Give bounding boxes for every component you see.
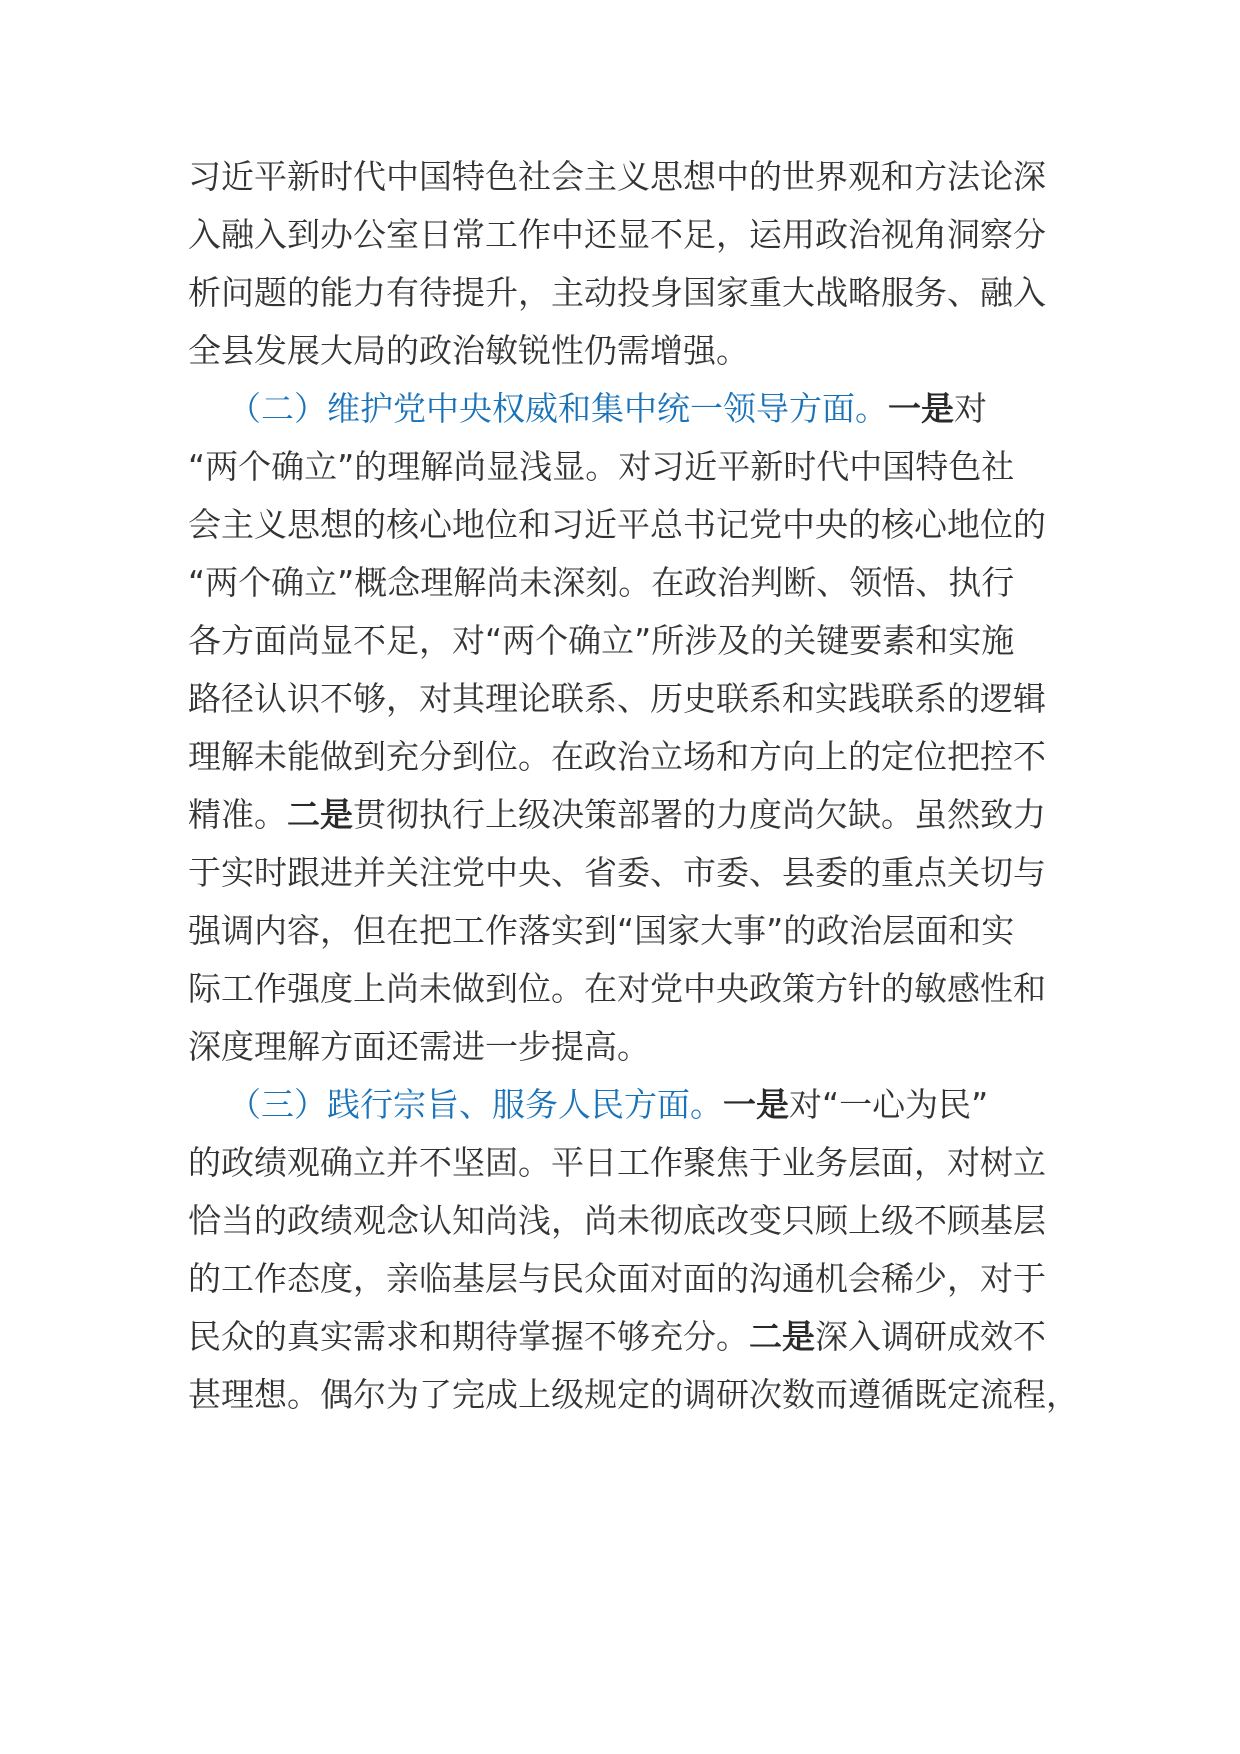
paragraph-line: 路径认识不够，对其理论联系、历史联系和实践联系的逻辑 xyxy=(188,679,1046,718)
paragraph-line: 的工作态度，亲临基层与民众面对面的沟通机会稀少，对于 xyxy=(188,1259,1046,1298)
section-3-text: 民众的真实需求和期待掌握不够充分。 xyxy=(188,1317,749,1356)
paragraph-line: 恰当的政绩观念认知尚浅，尚未彻底改变只顾上级不顾基层 xyxy=(188,1201,1046,1240)
section-3-text: 对“一心为民” xyxy=(789,1085,989,1124)
paragraph-line: 甚理想。偶尔为了完成上级规定的调研次数而遵循既定流程， xyxy=(188,1375,1079,1414)
section-2-marker-2: 二是 xyxy=(287,795,353,834)
paragraph-line: 习近平新时代中国特色社会主义思想中的世界观和方法论深 xyxy=(188,157,1046,196)
paragraph-line: “两个确立”概念理解尚未深刻。在政治判断、领悟、执行 xyxy=(188,563,1015,602)
section-3-marker-1: 一是 xyxy=(723,1085,789,1124)
section-3-heading: （三）践行宗旨、服务人民方面。 xyxy=(228,1085,723,1124)
paragraph-line xyxy=(188,1317,1046,1357)
section-2-text: 贯彻执行上级决策部署的力度尚欠缺。虽然致力 xyxy=(353,795,1046,834)
paragraph-line: “两个确立”的理解尚显浅显。对习近平新时代中国特色社 xyxy=(188,447,1015,486)
paragraph-line: 会主义思想的核心地位和习近平总书记党中央的核心地位的 xyxy=(188,505,1046,544)
paragraph-line: 深度理解方面还需进一步提高。 xyxy=(188,1027,650,1066)
paragraph-line xyxy=(188,795,1046,835)
paragraph-line: 全县发展大局的政治敏锐性仍需增强。 xyxy=(188,331,749,370)
paragraph-line: 际工作强度上尚未做到位。在对党中央政策方针的敏感性和 xyxy=(188,969,1046,1008)
section-2-first-line xyxy=(228,389,987,429)
paragraph-line: 于实时跟进并关注党中央、省委、市委、县委的重点关切与 xyxy=(188,853,1046,892)
section-3-marker-2: 二是 xyxy=(749,1317,815,1356)
section-3-first-line xyxy=(228,1085,988,1125)
section-3-text: 深入调研成效不 xyxy=(815,1317,1046,1356)
section-2-text: 精准。 xyxy=(188,795,287,834)
section-2-heading: （二）维护党中央权威和集中统一领导方面。 xyxy=(228,389,888,428)
paragraph-line: 各方面尚显不足，对“两个确立”所涉及的关键要素和实施 xyxy=(188,621,1015,660)
paragraph-line: 理解未能做到充分到位。在政治立场和方向上的定位把控不 xyxy=(188,737,1046,776)
paragraph-line: 析问题的能力有待提升，主动投身国家重大战略服务、融入 xyxy=(188,273,1046,312)
paragraph-line: 强调内容，但在把工作落实到“国家大事”的政治层面和实 xyxy=(188,911,1015,950)
section-2-text: 对 xyxy=(954,389,987,428)
paragraph-line: 入融入到办公室日常工作中还显不足，运用政治视角洞察分 xyxy=(188,215,1046,254)
paragraph-line: 的政绩观确立并不坚固。平日工作聚焦于业务层面，对树立 xyxy=(188,1143,1046,1182)
section-2-marker-1: 一是 xyxy=(888,389,954,428)
